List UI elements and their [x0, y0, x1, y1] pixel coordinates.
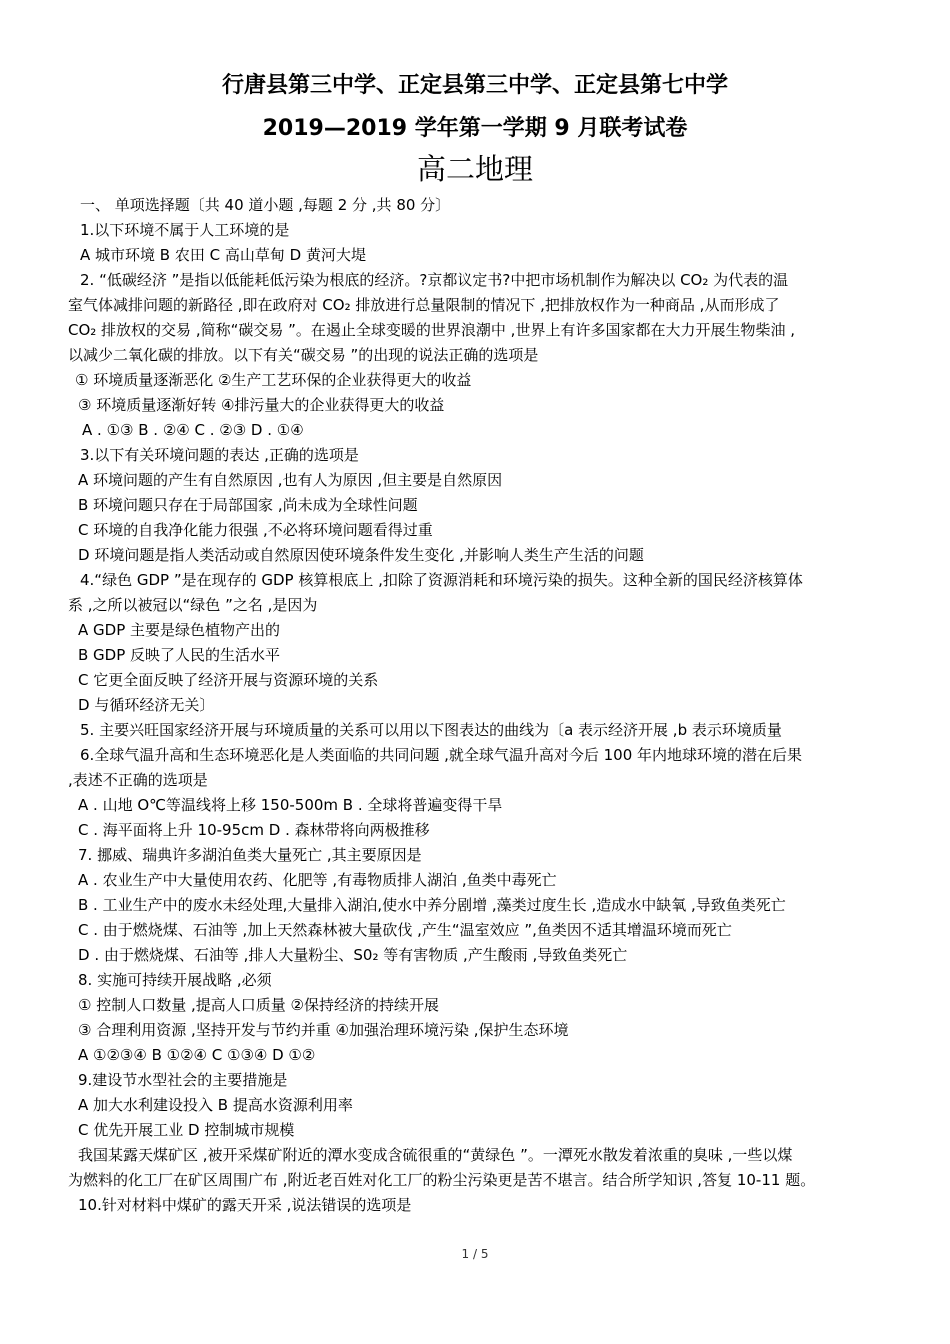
option-line: C . 海平面将上升 10-95cm D . 森林带将向两极推移: [78, 821, 430, 839]
option-line: A 城市环境 B 农田 C 高山草甸 D 黄河大堤: [80, 246, 366, 264]
option-line: B 环境问题只存在于局部国家 ,尚未成为全球性问题: [78, 496, 418, 514]
question-line: 3.以下有关环境问题的表达 ,正确的选项是: [80, 446, 359, 464]
option-line: A . 山地 O℃等温线将上移 150-500m B . 全球将普遍变得干旱: [78, 796, 503, 814]
passage-line: 为燃料的化工厂在矿区周围广布 ,附近老百姓对化工厂的粉尘污染更是苦不堪言。结合所学知识 ,答复 10-11 题。: [68, 1171, 816, 1189]
option-line: B . 工业生产中的废水未经处理,大量排入湖泊,使水中养分剧增 ,藻类过度生长 ,造成水中缺氧 ,导致鱼类死亡: [78, 896, 786, 914]
option-line: C 优先开展工业 D 控制城市规模: [78, 1121, 295, 1139]
question-line: 5. 主要兴旺国家经济开展与环境质量的关系可以用以下图表达的曲线为〔a 表示经济开展 ,b 表示环境质量: [80, 721, 782, 739]
option-line: D . 由于燃烧煤、石油等 ,排人大量粉尘、S0₂ 等有害物质 ,产生酸雨 ,导致鱼类死亡: [78, 946, 628, 964]
option-line: D 环境问题是指人类活动或自然原因使环境条件发生变化 ,并影响人类生产生活的问题: [78, 546, 644, 564]
option-line: C 环境的自我净化能力很强 ,不必将环境问题看得过重: [78, 521, 433, 539]
question-line: 4.“绿色 GDP ”是在现存的 GDP 核算根底上 ,扣除了资源消耗和环境污染的损失。这种全新的国民经济核算体: [80, 571, 803, 589]
option-line: ③ 合理利用资源 ,坚持开发与节约并重 ④加强治理环境污染 ,保护生态环境: [78, 1021, 569, 1039]
question-line: 6.全球气温升高和生态环境恶化是人类面临的共同问题 ,就全球气温升高对今后 100 年内地球环境的潜在后果: [80, 746, 803, 764]
question-line: 系 ,之所以被冠以“绿色 ”之名 ,是因为: [68, 596, 318, 614]
question-line: 9.建设节水型社会的主要措施是: [78, 1071, 288, 1089]
option-line: C . 由于燃烧煤、石油等 ,加上天然森林被大量砍伐 ,产生“温室效应 ”,鱼类因不适其增温环境而死亡: [78, 921, 732, 939]
question-line: 室气体减排问题的新路径 ,即在政府对 CO₂ 排放进行总量限制的情况下 ,把排放权作为一种商品 ,从而形成了: [68, 296, 780, 314]
option-line: A 加大水利建设投入 B 提高水资源利用率: [78, 1096, 353, 1114]
section-heading: 一、 单项选择题〔共 40 道小题 ,每题 2 分 ,共 80 分〕: [80, 196, 451, 214]
question-line: 7. 挪威、瑞典许多湖泊鱼类大量死亡 ,其主要原因是: [78, 846, 422, 864]
question-line: 2. “低碳经济 ”是指以低能耗低污染为根底的经济。?京都议定书?中把市场机制作为解决以 CO₂ 为代表的温: [80, 271, 789, 289]
question-line: 10.针对材料中煤矿的露天开采 ,说法错误的选项是: [78, 1196, 412, 1214]
passage-line: 我国某露天煤矿区 ,被开采煤矿附近的潭水变成含硫很重的“黄绿色 ”。一潭死水散发着浓重的臭味 ,一些以煤: [78, 1146, 793, 1164]
option-line: A . 农业生产中大量使用农药、化肥等 ,有毒物质排人湖泊 ,鱼类中毒死亡: [78, 871, 557, 889]
option-line: A ①②③④ B ①②④ C ①③④ D ①②: [78, 1046, 316, 1064]
option-line: A GDP 主要是绿色植物产出的: [78, 621, 281, 639]
exam-term-title: 2019—2019 学年第一学期 9 月联考试卷: [262, 116, 688, 141]
question-line: ,表述不正确的选项是: [68, 771, 208, 789]
option-line: ① 环境质量逐渐恶化 ②生产工艺环保的企业获得更大的收益: [75, 371, 472, 389]
option-line: ① 控制人口数量 ,提高人口质量 ②保持经济的持续开展: [78, 996, 439, 1014]
option-line: D 与循环经济无关〕: [78, 696, 215, 714]
page-number: 1 / 5: [461, 1247, 489, 1261]
question-line: 以减少二氧化碳的排放。以下有关“碳交易 ”的出现的说法正确的选项是: [68, 346, 539, 364]
option-line: A . ①③ B . ②④ C . ②③ D . ①④: [82, 421, 304, 439]
option-line: C 它更全面反映了经济开展与资源环境的关系: [78, 671, 379, 689]
question-line: 1.以下环境不属于人工环境的是: [80, 221, 290, 239]
school-names-title: 行唐县第三中学、正定县第三中学、正定县第七中学: [221, 73, 728, 98]
question-line: 8. 实施可持续开展战略 ,必须: [78, 971, 272, 989]
option-line: B GDP 反映了人民的生活水平: [78, 646, 281, 664]
question-line: CO₂ 排放权的交易 ,简称“碳交易 ”。在遏止全球变暖的世界浪潮中 ,世界上有许多国家都在大力开展生物柴油 ,: [68, 321, 795, 339]
subject-title: 高二地理: [416, 152, 533, 186]
option-line: A 环境问题的产生有自然原因 ,也有人为原因 ,但主要是自然原因: [78, 471, 503, 489]
option-line: ③ 环境质量逐渐好转 ④排污量大的企业获得更大的收益: [78, 396, 445, 414]
